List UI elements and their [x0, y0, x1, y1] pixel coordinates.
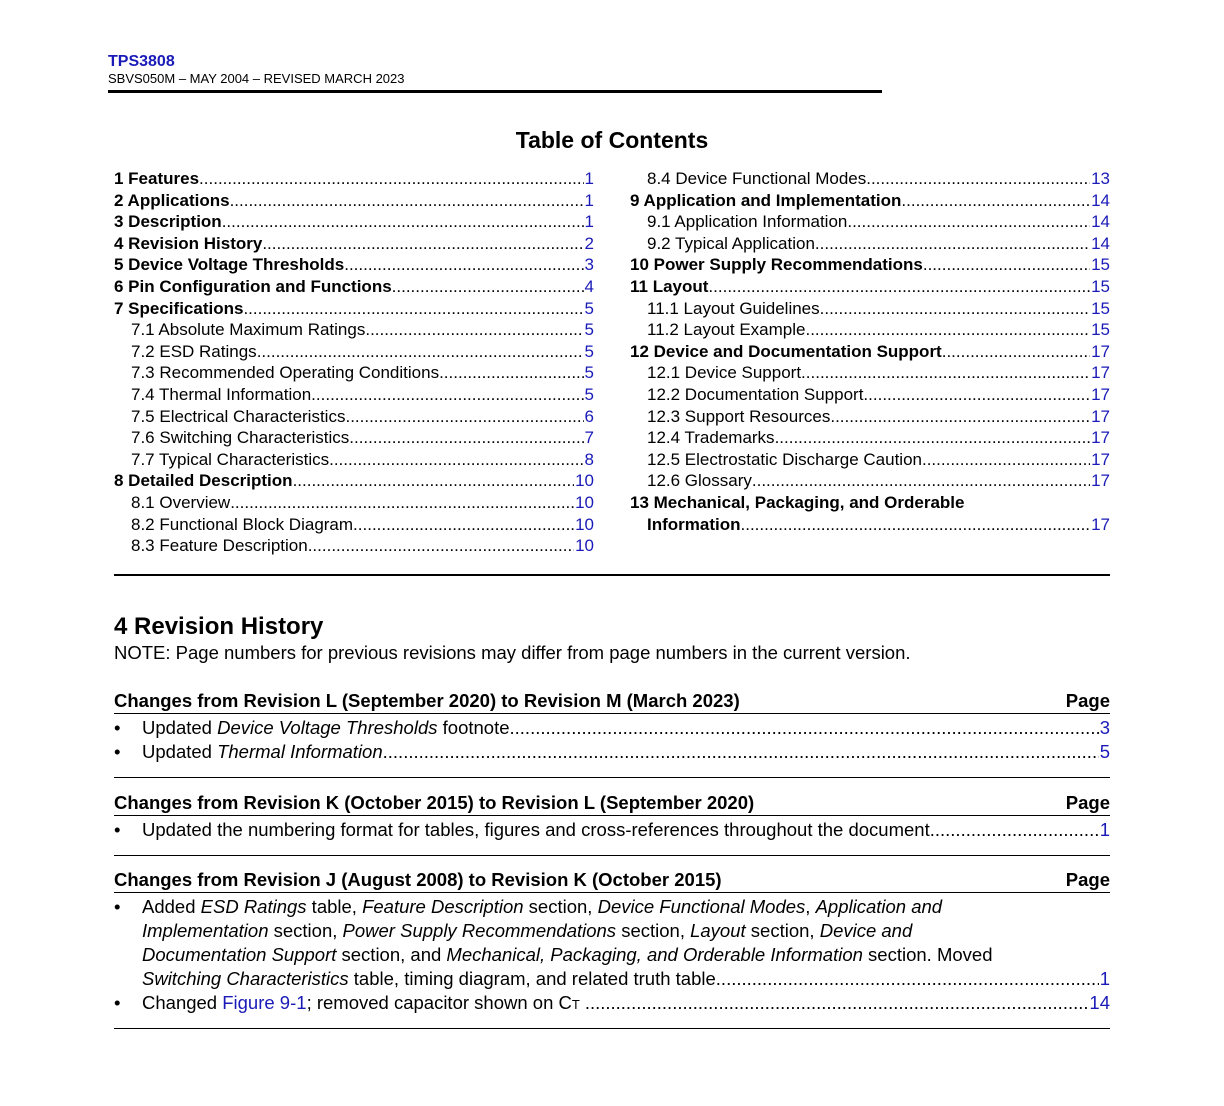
- toc-page-link[interactable]: 5: [584, 298, 594, 318]
- toc-entry[interactable]: 12 Device and Documentation Support ..... 17: [630, 341, 1110, 363]
- toc-page-link[interactable]: 15: [1091, 276, 1110, 296]
- toc-page-link[interactable]: 15: [1091, 298, 1110, 318]
- revision-page-link[interactable]: 1: [1099, 819, 1110, 840]
- toc-page-link[interactable]: 1: [584, 212, 594, 232]
- toc-page-link[interactable]: 14: [1091, 233, 1110, 253]
- toc-page-link[interactable]: 17: [1091, 363, 1110, 383]
- revision-item: • Added ESD Ratings table, Feature Description section, Device Functional Modes, Application and Implementation section, Power Supply Recommendations section, Layout section, Device and Documentation Support section, and Mechanical, Packaging, and Orderable Information section. Moved Switching Characteristics table, timing diagram, and related truth table ..... 1: [114, 895, 1110, 991]
- toc-entry[interactable]: 7.2 ESD Ratings ..... 5: [114, 341, 594, 363]
- toc-entry[interactable]: 9.1 Application Information ..... 14: [630, 211, 1110, 233]
- bullet: •: [114, 992, 121, 1013]
- revision-page-link[interactable]: 5: [1099, 741, 1110, 762]
- toc-entry[interactable]: 8.4 Device Functional Modes ..... 13: [630, 168, 1110, 190]
- toc-entry[interactable]: 12.1 Device Support ..... 17: [630, 362, 1110, 384]
- toc-entry[interactable]: 7.3 Recommended Operating Conditions ..... 5: [114, 362, 594, 384]
- toc-entry[interactable]: Information ..... 17: [630, 514, 1110, 536]
- toc-right-column: [630, 168, 1110, 535]
- page-column-label: Page: [1065, 690, 1110, 711]
- toc-entry[interactable]: 12.2 Documentation Support ..... 17: [630, 384, 1110, 406]
- section-title: 4 Revision History: [114, 613, 324, 640]
- toc-entry[interactable]: 7.4 Thermal Information ..... 5: [114, 384, 594, 406]
- toc-left-column: [114, 168, 594, 557]
- toc-page-link[interactable]: 17: [1091, 428, 1110, 448]
- toc-page-link[interactable]: 5: [584, 384, 594, 404]
- revision-block: [114, 868, 1110, 1015]
- toc-page-link[interactable]: 5: [584, 320, 594, 340]
- bullet: •: [114, 896, 121, 917]
- toc-page-link[interactable]: 17: [1091, 384, 1110, 404]
- toc-page-link[interactable]: 15: [1091, 255, 1110, 275]
- bullet: •: [114, 819, 121, 840]
- revision-item: • Updated Thermal Information ..... 5: [114, 740, 1110, 764]
- revision-heading: Changes from Revision K (October 2015) to Revision L (September 2020) Page: [114, 791, 1110, 816]
- toc-page-link[interactable]: 15: [1091, 320, 1110, 340]
- figure-link[interactable]: Figure 9-1: [222, 992, 307, 1013]
- toc-page-link[interactable]: 10: [575, 471, 594, 491]
- toc-page-link[interactable]: 10: [575, 514, 594, 534]
- revision-block: [114, 791, 1110, 842]
- toc-page-link[interactable]: 10: [575, 536, 594, 556]
- toc-page-link[interactable]: 1: [584, 169, 594, 188]
- toc-entry[interactable]: 5 Device Voltage Thresholds ..... 3: [114, 254, 594, 276]
- toc-entry[interactable]: 12.3 Support Resources ..... 17: [630, 406, 1110, 428]
- toc-entry[interactable]: 8 Detailed Description ..... 10: [114, 470, 594, 492]
- toc-page-link[interactable]: 4: [584, 276, 594, 296]
- revision-item: • Changed Figure 9-1 ; removed capacitor shown on C T ..... 14: [114, 991, 1110, 1015]
- toc-entry[interactable]: 12.6 Glossary ..... 17: [630, 470, 1110, 492]
- toc-entry[interactable]: 4 Revision History ..... 2: [114, 233, 594, 255]
- toc-page-link[interactable]: 14: [1091, 212, 1110, 232]
- toc-entry[interactable]: 7.5 Electrical Characteristics ..... 6: [114, 406, 594, 428]
- toc-entry[interactable]: 7 Specifications ..... 5: [114, 298, 594, 320]
- toc-page-link[interactable]: 1: [584, 190, 594, 210]
- revision-page-link[interactable]: 14: [1089, 992, 1110, 1013]
- revision-block: [114, 689, 1110, 764]
- toc-entry[interactable]: 12.5 Electrostatic Discharge Caution ..... 17: [630, 449, 1110, 471]
- toc-page-link[interactable]: 13: [1091, 169, 1110, 188]
- toc-entry[interactable]: 2 Applications ..... 1: [114, 190, 594, 212]
- header-divider: [108, 90, 882, 93]
- revision-divider: [114, 1028, 1110, 1029]
- bullet: •: [114, 741, 121, 762]
- toc-page-link[interactable]: 8: [584, 449, 594, 469]
- toc-page-link[interactable]: 6: [584, 406, 594, 426]
- toc-entry[interactable]: 10 Power Supply Recommendations ..... 15: [630, 254, 1110, 276]
- toc-entry[interactable]: 1 Features ..... 1: [114, 168, 594, 190]
- toc-page-link[interactable]: 10: [575, 492, 594, 512]
- revision-heading: Changes from Revision J (August 2008) to Revision K (October 2015) Page: [114, 868, 1110, 893]
- toc-entry[interactable]: 11.2 Layout Example ..... 15: [630, 319, 1110, 341]
- toc-page-link[interactable]: 17: [1091, 471, 1110, 491]
- page-header: [108, 52, 882, 87]
- revision-note: NOTE: Page numbers for previous revisions may differ from page numbers in the current version.: [114, 642, 911, 663]
- toc-page-link[interactable]: 7: [584, 428, 594, 448]
- toc-entry[interactable]: 11.1 Layout Guidelines ..... 15: [630, 298, 1110, 320]
- toc-page-link[interactable]: 14: [1091, 190, 1110, 210]
- bullet: •: [114, 717, 121, 738]
- toc-page-link[interactable]: 17: [1091, 514, 1110, 534]
- toc-page-link[interactable]: 17: [1091, 341, 1110, 361]
- toc-page-link[interactable]: 5: [584, 363, 594, 383]
- revision-item: • Updated Device Voltage Thresholds footnote ..... 3: [114, 716, 1110, 740]
- revision-divider: [114, 777, 1110, 778]
- toc-page-link[interactable]: 3: [584, 255, 594, 275]
- toc-entry[interactable]: 8.1 Overview ..... 10: [114, 492, 594, 514]
- toc-page-link[interactable]: 5: [584, 341, 594, 361]
- revision-page-link[interactable]: 3: [1099, 717, 1110, 738]
- page-column-label: Page: [1065, 792, 1110, 813]
- revision-page-link[interactable]: 1: [1099, 968, 1110, 989]
- toc-title: Table of Contents: [515, 127, 709, 153]
- toc-entry[interactable]: 13 Mechanical, Packaging, and Orderable: [630, 492, 965, 512]
- toc-entry[interactable]: 8.3 Feature Description ..... 10: [114, 535, 594, 557]
- revision-item: • Updated the numbering format for tables, figures and cross-references throughout the document ..... 1: [114, 818, 1110, 842]
- toc-entry[interactable]: 9.2 Typical Application ..... 14: [630, 233, 1110, 255]
- toc-entry[interactable]: 3 Description ..... 1: [114, 211, 594, 233]
- toc-entry[interactable]: 11 Layout ..... 15: [630, 276, 1110, 298]
- toc-entry[interactable]: 8.2 Functional Block Diagram ..... 10: [114, 514, 594, 536]
- toc-entry[interactable]: 7.6 Switching Characteristics ..... 7: [114, 427, 594, 449]
- page-column-label: Page: [1065, 869, 1110, 890]
- toc-entry[interactable]: 12.4 Trademarks ..... 17: [630, 427, 1110, 449]
- toc-entry[interactable]: 6 Pin Configuration and Functions ..... 4: [114, 276, 594, 298]
- toc-page-link[interactable]: 17: [1091, 449, 1110, 469]
- toc-page-link[interactable]: 2: [584, 233, 594, 253]
- toc-page-link[interactable]: 17: [1091, 406, 1110, 426]
- revision-divider: [114, 855, 1110, 856]
- toc-entry[interactable]: 9 Application and Implementation ..... 14: [630, 190, 1110, 212]
- revision-heading: Changes from Revision L (September 2020) to Revision M (March 2023) Page: [114, 689, 1110, 714]
- product-name[interactable]: TPS3808: [108, 53, 175, 70]
- toc-entry[interactable]: 7.1 Absolute Maximum Ratings ..... 5: [114, 319, 594, 341]
- toc-divider: [114, 574, 1110, 576]
- toc-entry[interactable]: 7.7 Typical Characteristics ..... 8: [114, 449, 594, 471]
- document-number-line: SBVS050M – MAY 2004 – REVISED MARCH 2023: [108, 71, 405, 86]
